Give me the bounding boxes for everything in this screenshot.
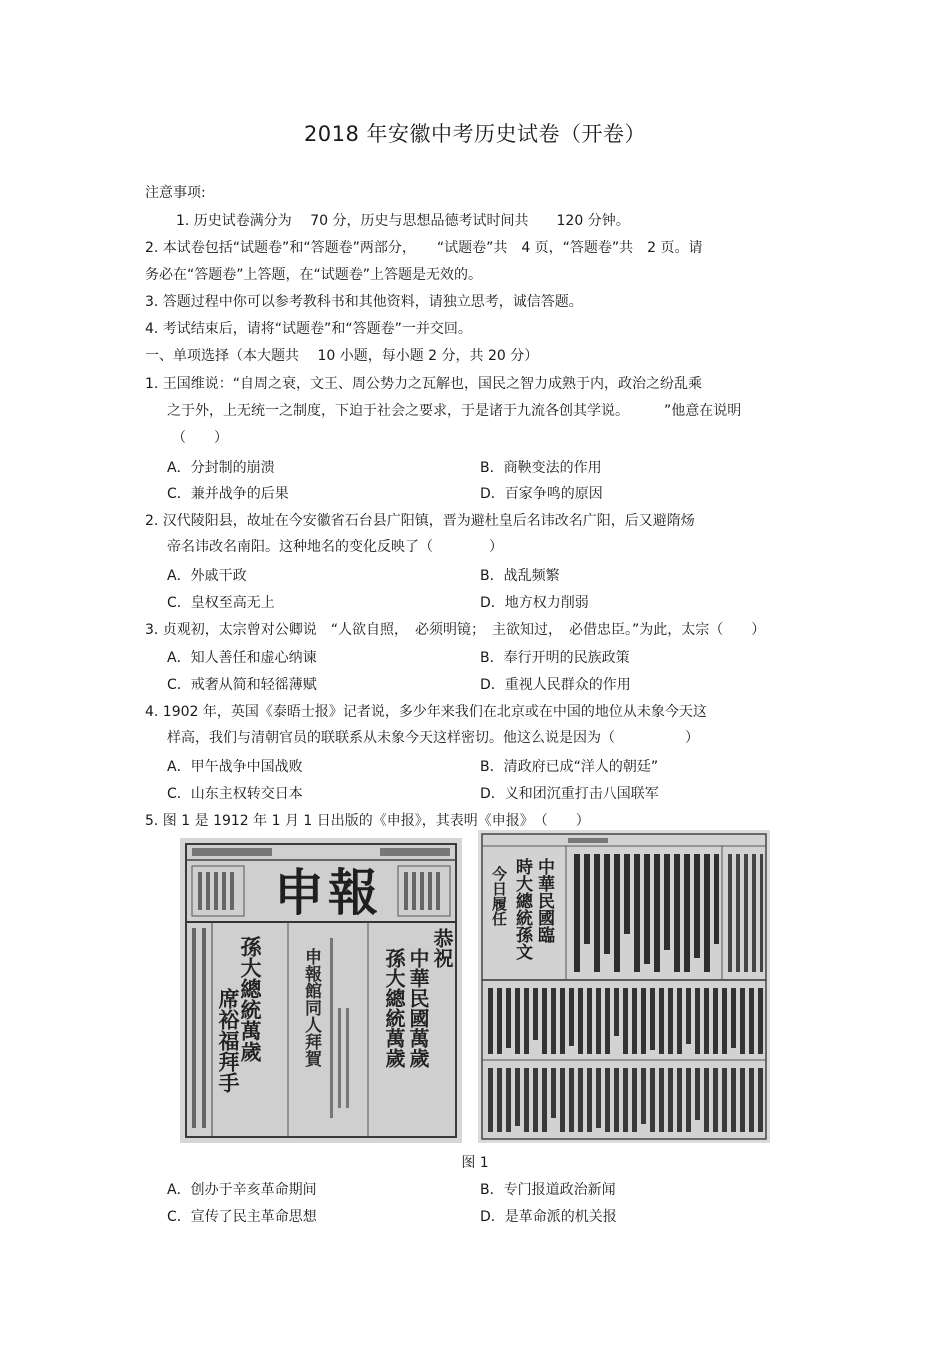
question-1-line: （ ）: [172, 430, 228, 446]
question-1-option-c: C．兼并战争的后果: [167, 486, 289, 502]
question-3-option-b: B．奉行开明的民族政策: [480, 650, 630, 666]
question-3-option-c: C．戒奢从简和轻徭薄赋: [167, 677, 317, 693]
section-heading: 一、单项选择（本大题共 10 小题，每小题 2 分，共 20 分）: [145, 348, 539, 364]
question-2-option-b: B．战乱频繁: [480, 568, 560, 584]
question-4-option-b: B．清政府已成“洋人的朝廷”: [480, 759, 659, 775]
question-4-option-d: D．义和团沉重打击八国联军: [480, 786, 659, 802]
question-3-option-a: A．知人善任和虚心纳谏: [167, 650, 317, 666]
column-text: 孫大總統萬歲: [382, 948, 406, 1068]
question-2-line: 帝名讳改名南阳。这种地名的变化反映了（ ）: [167, 539, 503, 555]
notice-item: 2. 本试卷包括“试题卷”和“答题卷”两部分， “试题卷”共 4 页，“答题卷”共 2 页。请: [145, 240, 703, 256]
column-text: 恭祝: [430, 928, 454, 968]
question-2-option-a: A．外戚干政: [167, 568, 247, 584]
question-1-line: 1. 王国维说：“自周之衰，文王、周公势力之瓦解也，国民之智力成熟于内，政治之纷乱乘: [145, 376, 703, 392]
question-4-option-a: A．甲午战争中国战败: [167, 759, 303, 775]
notice-heading: 注意事项:: [145, 185, 206, 201]
question-3-option-d: D．重视人民群众的作用: [480, 677, 631, 693]
question-5-option-a: A．创办于辛亥革命期间: [167, 1182, 317, 1198]
question-2-line: 2. 汉代陵阳县，故址在今安徽省石台县广阳镇，晋为避杜皇后名讳改名广阳，后又避隋炀: [145, 513, 695, 529]
column-text: 席裕福拜手: [216, 988, 241, 1093]
notice-item: 3. 答题过程中你可以参考教科书和其他资料，请独立思考，诚信答题。: [145, 294, 583, 310]
question-2-option-c: C．皇权至高无上: [167, 595, 275, 611]
question-1-line: 之于外，上无统一之制度，下迫于社会之要求，于是诸于九流各创其学说。 ”他意在说明: [167, 403, 742, 419]
question-5-option-c: C．宣传了民主革命思想: [167, 1209, 317, 1225]
question-1-option-a: A．分封制的崩溃: [167, 460, 275, 476]
notice-item: 务必在“答题卷”上答题，在“试题卷”上答题是无效的。: [145, 267, 483, 283]
question-5-option-d: D．是革命派的机关报: [480, 1209, 617, 1225]
question-5-option-b: B．专门报道政治新闻: [480, 1182, 616, 1198]
question-5-line: 5. 图 1 是 1912 年 1 月 1 日出版的《申报》，其表明《申报》 （ ）: [145, 813, 590, 829]
question-1-option-b: B．商鞅变法的作用: [480, 460, 602, 476]
question-4-option-c: C．山东主权转交日本: [167, 786, 303, 802]
notice-item: 1. 历史试卷满分为 70 分，历史与思想品德考试时间共 120 分钟。: [176, 213, 630, 229]
column-text: 孫大總統萬歲: [238, 936, 263, 1062]
notice-item: 4. 考试结束后，请将“试题卷”和“答题卷”一并交回。: [145, 321, 472, 337]
figure-caption: 图 1: [461, 1155, 489, 1171]
question-4-line: 样高，我们与清朝官员的联联系从未象今天这样密切。他这么说是因为（ ）: [167, 730, 699, 746]
question-4-line: 4. 1902 年，英国《泰晤士报》记者说，多少年来我们在北京或在中国的地位从未象今天这: [145, 704, 707, 720]
newspaper-image-left: [180, 838, 462, 1143]
question-1-option-d: D．百家争鸣的原因: [480, 486, 603, 502]
column-text: 中華民國臨: [534, 858, 554, 943]
column-text: 時大總統孫文: [512, 858, 532, 960]
masthead-text: 申報: [274, 863, 382, 922]
column-text: 中華民國萬歲: [406, 948, 430, 1068]
newspaper-image-right: [478, 830, 770, 1143]
column-text: 今日履任: [490, 866, 508, 926]
question-2-option-d: D．地方权力削弱: [480, 595, 589, 611]
question-3-line: 3. 贞观初，太宗曾对公卿说 “人欲自照， 必须明镜； 主欲知过， 必借忠臣。”为此，太宗（ ）: [145, 622, 766, 638]
exam-title: 2018 年安徽中考历史试卷（开卷）: [303, 122, 647, 146]
column-text: 申報館同人拜賀: [301, 948, 321, 1067]
